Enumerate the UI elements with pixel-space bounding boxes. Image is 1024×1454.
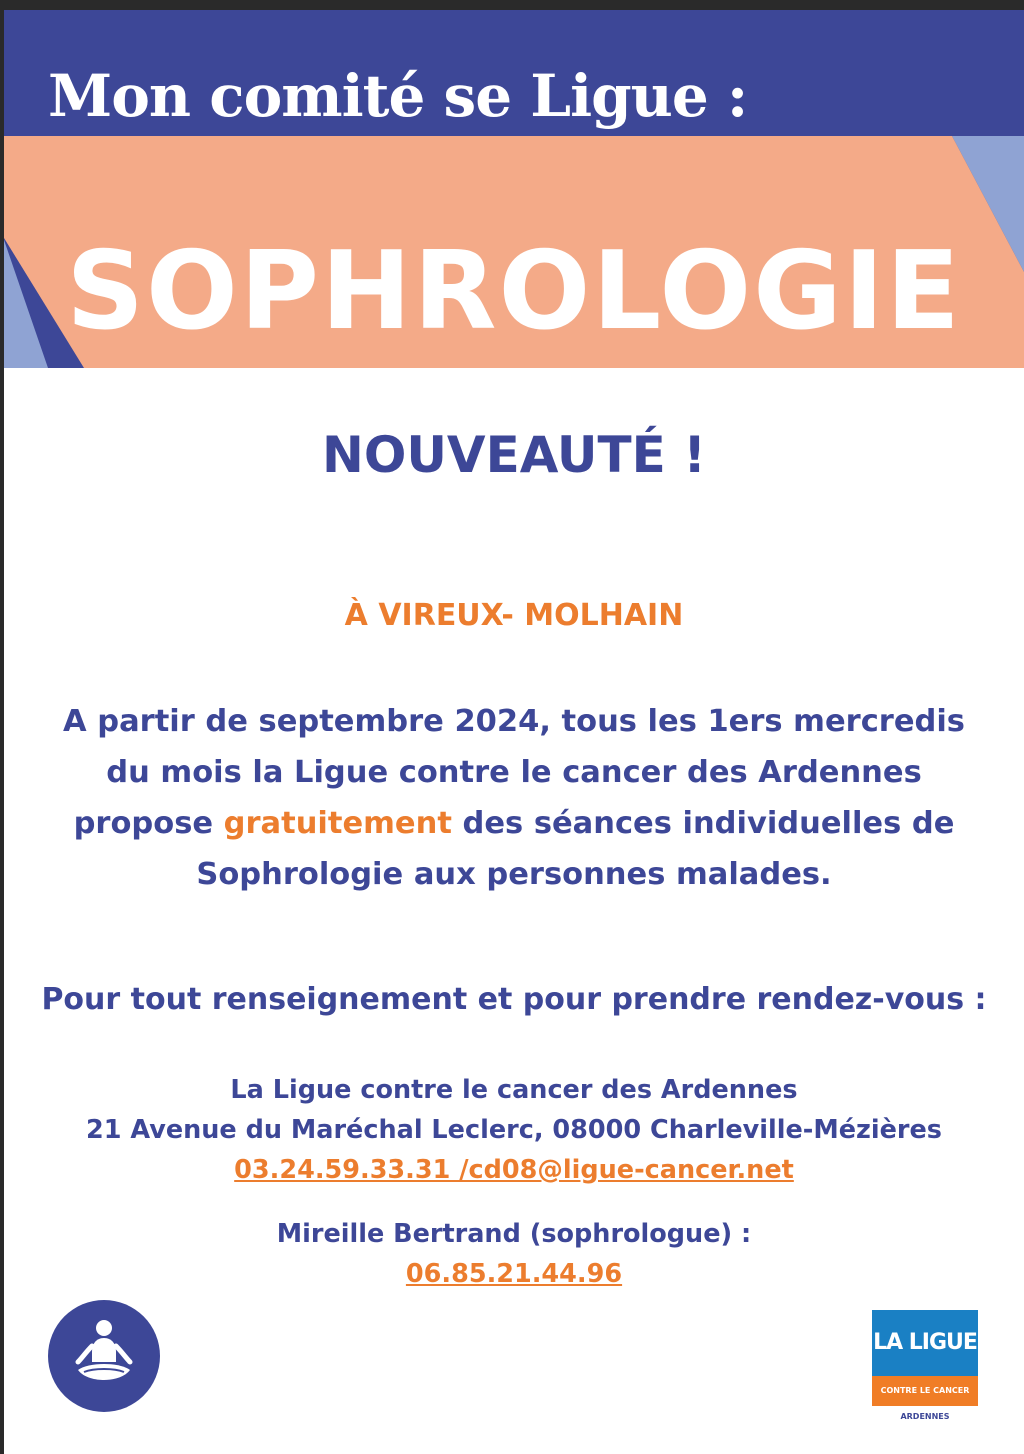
sophrologist-name: Mireille Bertrand (sophrologue) : bbox=[276, 1219, 752, 1249]
free-highlight: gratuitement bbox=[223, 806, 452, 841]
headline: NOUVEAUTÉ ! bbox=[321, 426, 707, 484]
logo-band: CONTRE LE CANCER bbox=[872, 1376, 978, 1406]
address: 21 Avenue du Maréchal Leclerc, 08000 Charleville-Mézières bbox=[86, 1115, 942, 1145]
org-name: La Ligue contre le cancer des Ardennes bbox=[230, 1075, 798, 1105]
contact-block bbox=[4, 1070, 1024, 1190]
meditation-icon bbox=[48, 1300, 160, 1412]
logo-name: LA LIGUE bbox=[872, 1310, 978, 1376]
phone-email-link[interactable]: 03.24.59.33.31 /cd08@ligue-cancer.net bbox=[234, 1155, 794, 1185]
meditation-badge bbox=[48, 1300, 160, 1412]
description bbox=[4, 696, 1024, 900]
description-line: A partir de septembre 2024, tous les 1ers mercredis bbox=[63, 704, 965, 739]
sophrologist-block bbox=[4, 1214, 1024, 1294]
poster bbox=[4, 10, 1024, 1454]
la-ligue-logo bbox=[872, 1310, 978, 1428]
header-title: Mon comité se Ligue : bbox=[48, 62, 748, 130]
info-heading: Pour tout renseignement et pour prendre rendez-vous : bbox=[41, 982, 987, 1017]
location: À VIREUX- MOLHAIN bbox=[344, 598, 684, 633]
description-text: propose bbox=[73, 806, 224, 841]
description-line: Sophrologie aux personnes malades. bbox=[196, 857, 832, 892]
banner-title: SOPHROLOGIE bbox=[66, 229, 962, 354]
description-line bbox=[4, 798, 1024, 849]
description-line: du mois la Ligue contre le cancer des Ardennes bbox=[106, 755, 922, 790]
logo-region: ARDENNES bbox=[900, 1412, 950, 1421]
sophrologist-phone-link[interactable]: 06.85.21.44.96 bbox=[405, 1259, 623, 1289]
description-text: des séances individuelles de bbox=[451, 806, 955, 841]
